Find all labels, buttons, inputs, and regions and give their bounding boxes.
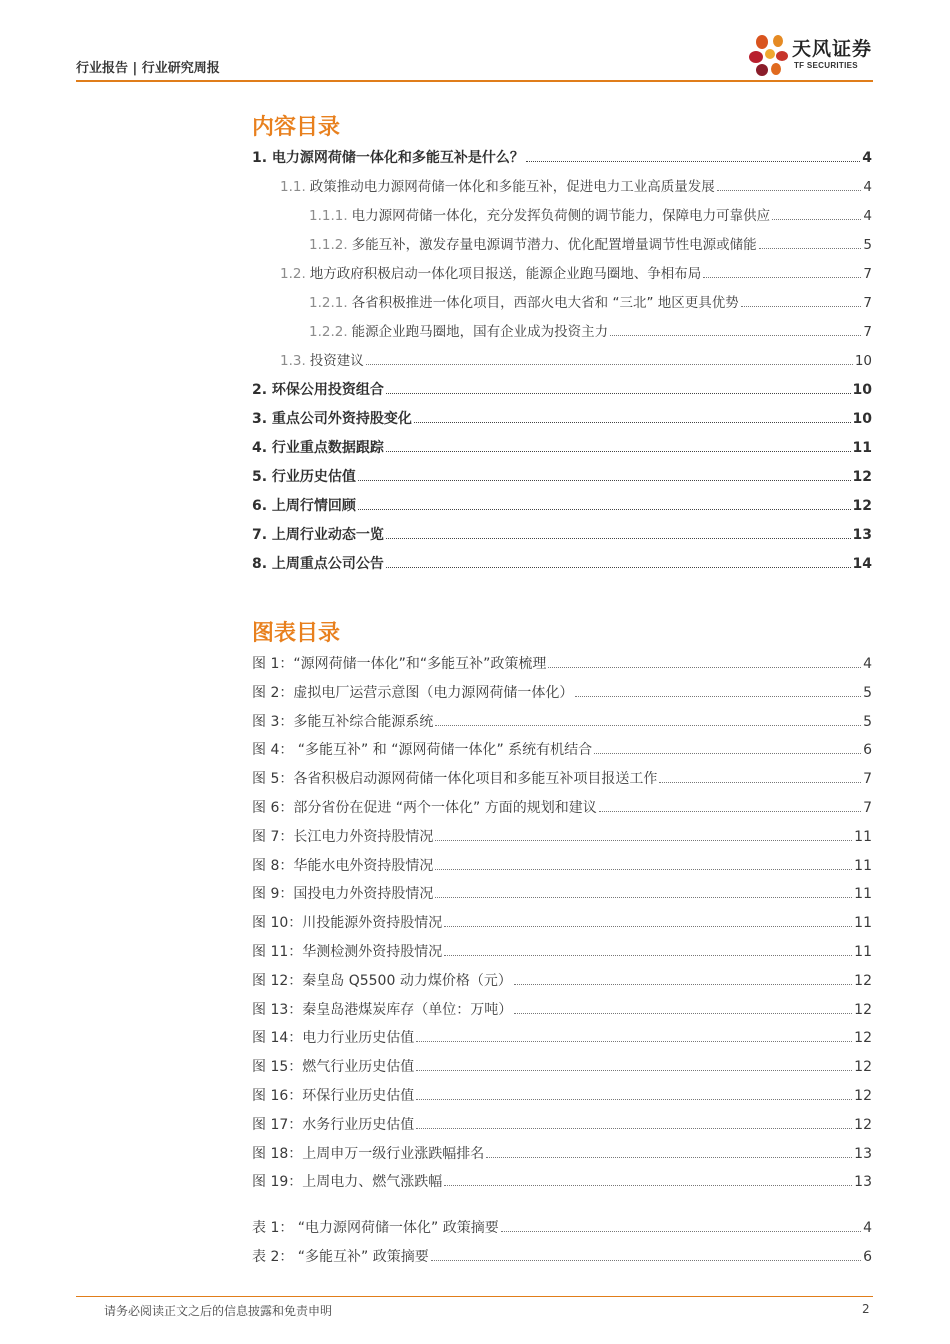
dot-leader <box>386 383 851 394</box>
toc-entry[interactable] <box>252 173 872 202</box>
toc-page: 12 <box>852 469 872 485</box>
company-logo <box>748 32 888 80</box>
dot-leader <box>526 151 860 162</box>
dot-leader <box>514 1003 852 1014</box>
toc-entry[interactable] <box>252 463 872 492</box>
figures-page: 5 <box>863 684 872 701</box>
dot-leader <box>358 499 851 510</box>
figures-label <box>252 823 433 852</box>
toc-label <box>309 318 608 347</box>
toc-label <box>309 289 739 318</box>
toc-text: 能源企业跑马圈地，国有企业成为投资主力 <box>351 324 609 340</box>
figures-entry[interactable] <box>252 679 872 708</box>
figures-text: 图 8：华能水电外资持股情况 <box>252 857 434 874</box>
dot-leader <box>431 1250 861 1261</box>
toc-number: 1.1.1. <box>309 208 348 224</box>
figures-label <box>252 679 573 708</box>
figures-entry[interactable] <box>252 1053 872 1082</box>
figures-text: 图 13：秦皇岛港煤炭库存（单位：万吨） <box>252 1001 513 1018</box>
figures-label <box>252 1111 414 1140</box>
dot-leader <box>548 657 861 668</box>
figures-page: 12 <box>854 1001 872 1018</box>
figures-label <box>252 650 546 679</box>
report-type-label: 行业报告 | 行业研究周报 <box>76 61 220 76</box>
toc-text: 各省积极推进一体化项目，西部火电大省和 “三北” 地区更具优势 <box>351 295 739 311</box>
dot-leader <box>599 801 861 812</box>
toc-label <box>252 376 384 405</box>
figures-text: 图 3：多能互补综合能源系统 <box>252 713 434 730</box>
toc-page: 10 <box>854 353 872 369</box>
toc-label <box>280 260 701 289</box>
toc-page: 5 <box>863 237 872 253</box>
tables-entry[interactable] <box>252 1214 872 1243</box>
toc-number: 1.2.1. <box>309 295 348 311</box>
toc-number: 1.3. <box>280 353 306 369</box>
logo-company-name: 天风证券 <box>792 38 873 60</box>
figures-page: 11 <box>854 915 872 932</box>
figures-entry[interactable] <box>252 794 872 823</box>
toc-entry[interactable] <box>252 405 872 434</box>
footer-disclaimer: 请务必阅读正文之后的信息披露和免责申明 <box>104 1304 333 1318</box>
figures-label <box>252 1024 414 1053</box>
toc-number: 1.1. <box>280 179 306 195</box>
figures-text: 图 7：长江电力外资持股情况 <box>252 828 434 845</box>
table-of-contents <box>252 144 872 579</box>
figures-text: 图 18：上周申万一级行业涨跌幅排名 <box>252 1145 485 1162</box>
figures-label <box>252 708 433 737</box>
figures-entry[interactable] <box>252 996 872 1025</box>
toc-label <box>252 405 412 434</box>
dot-leader <box>386 557 851 568</box>
figures-page: 12 <box>854 1087 872 1104</box>
figures-entry[interactable] <box>252 708 872 737</box>
figures-text: 图 2：虚拟电厂运营示意图（电力源网荷储一体化） <box>252 684 574 701</box>
toc-entry[interactable] <box>252 260 872 289</box>
toc-page: 7 <box>863 295 872 311</box>
toc-entry[interactable] <box>252 289 872 318</box>
tables-text: 表 2： “多能互补” 政策摘要 <box>252 1248 429 1265</box>
toc-number: 1.1.2. <box>309 237 348 253</box>
figures-label <box>252 996 512 1025</box>
toc-text: 政策推动电力源网荷储一体化和多能互补，促进电力工业高质量发展 <box>309 179 715 195</box>
tables-label <box>252 1214 499 1243</box>
figures-text: 图 19：上周电力、燃气涨跌幅 <box>252 1174 443 1191</box>
toc-text: 2. 环保公用投资组合 <box>252 382 384 398</box>
dot-leader <box>772 209 861 220</box>
toc-entry[interactable] <box>252 144 872 173</box>
toc-label <box>252 492 356 521</box>
dot-leader <box>659 772 861 783</box>
flower-logo-icon <box>748 32 792 80</box>
figures-label <box>252 909 442 938</box>
toc-label <box>280 347 364 376</box>
toc-page: 10 <box>852 382 872 398</box>
dot-leader <box>435 715 861 726</box>
figures-text: 图 14：电力行业历史估值 <box>252 1030 415 1047</box>
toc-page: 7 <box>863 266 872 282</box>
header-divider <box>76 80 873 82</box>
toc-entry[interactable] <box>252 376 872 405</box>
dot-leader <box>610 325 861 336</box>
figures-text: 图 17：水务行业历史估值 <box>252 1116 415 1133</box>
toc-text: 4. 行业重点数据跟踪 <box>252 440 384 456</box>
figures-entry[interactable] <box>252 880 872 909</box>
toc-number: 1.2. <box>280 266 306 282</box>
figures-entry[interactable] <box>252 1082 872 1111</box>
dot-leader <box>416 1060 852 1071</box>
figures-text: 图 9：国投电力外资持股情况 <box>252 886 434 903</box>
toc-label <box>252 144 524 173</box>
figures-page: 5 <box>863 713 872 730</box>
figures-label <box>252 736 592 765</box>
toc-label <box>309 202 770 231</box>
dot-leader <box>759 238 862 249</box>
dot-leader <box>416 1031 852 1042</box>
figures-label <box>252 967 512 996</box>
figures-page: 7 <box>863 771 872 788</box>
figures-entry[interactable] <box>252 1168 872 1197</box>
dot-leader <box>416 1118 852 1129</box>
figures-entry[interactable] <box>252 736 872 765</box>
figures-page: 6 <box>863 742 872 759</box>
toc-text: 6. 上周行情回顾 <box>252 498 356 514</box>
tables-page: 6 <box>863 1248 872 1265</box>
dot-leader <box>366 354 853 365</box>
figures-text: 图 12：秦皇岛 Q5500 动力煤价格（元） <box>252 972 512 989</box>
figures-entry[interactable] <box>252 765 872 794</box>
toc-page: 4 <box>862 150 872 166</box>
toc-entry[interactable] <box>252 521 872 550</box>
dot-leader <box>435 830 852 841</box>
figures-text: 图 16：环保行业历史估值 <box>252 1087 415 1104</box>
toc-text: 3. 重点公司外资持股变化 <box>252 411 412 427</box>
figures-page: 12 <box>854 1030 872 1047</box>
tables-page: 4 <box>863 1220 872 1236</box>
figures-page: 11 <box>854 828 872 845</box>
figures-text: 图 11：华测检测外资持股情况 <box>252 943 443 960</box>
figures-page: 11 <box>854 943 872 960</box>
table-list <box>252 1214 872 1272</box>
tables-label <box>252 1243 429 1272</box>
toc-label <box>252 463 356 492</box>
toc-title: 内容目录 <box>252 115 341 140</box>
figures-label <box>252 880 433 909</box>
toc-entry[interactable] <box>252 492 872 521</box>
dot-leader <box>435 887 852 898</box>
figures-page: 7 <box>863 799 872 816</box>
figures-entry[interactable] <box>252 1140 872 1169</box>
figures-entry[interactable] <box>252 650 872 679</box>
figures-entry[interactable] <box>252 823 872 852</box>
dot-leader <box>486 1147 852 1158</box>
toc-entry[interactable] <box>252 231 872 260</box>
toc-label <box>252 550 384 579</box>
dot-leader <box>575 686 861 697</box>
figures-page: 12 <box>854 1059 872 1076</box>
figures-text: 图 4： “多能互补” 和 “源网荷储一体化” 系统有机结合 <box>252 742 593 759</box>
figures-label <box>252 794 597 823</box>
toc-entry[interactable] <box>252 434 872 463</box>
toc-text: 8. 上周重点公司公告 <box>252 556 384 572</box>
figures-text: 图 15：燃气行业历史估值 <box>252 1059 415 1076</box>
toc-text: 电力源网荷储一体化，充分发挥负荷侧的调节能力，保障电力可靠供应 <box>351 208 771 224</box>
dot-leader <box>358 470 851 481</box>
toc-label <box>309 231 757 260</box>
figures-entry[interactable] <box>252 852 872 881</box>
toc-page: 4 <box>863 179 872 195</box>
dot-leader <box>501 1221 861 1232</box>
footer-divider <box>76 1296 873 1297</box>
toc-text: 7. 上周行业动态一览 <box>252 527 384 543</box>
figures-page: 13 <box>854 1174 872 1191</box>
toc-entry[interactable] <box>252 550 872 579</box>
figures-label <box>252 1082 414 1111</box>
figures-text: 图 1：“源网荷储一体化”和“多能互补”政策梳理 <box>252 656 547 672</box>
dot-leader <box>386 441 851 452</box>
figures-entry[interactable] <box>252 1024 872 1053</box>
toc-entry[interactable] <box>252 202 872 231</box>
dot-leader <box>703 267 861 278</box>
toc-page: 13 <box>852 527 872 543</box>
figures-label <box>252 1053 414 1082</box>
figure-list <box>252 650 872 1197</box>
dot-leader <box>416 1089 852 1100</box>
dot-leader <box>514 974 852 985</box>
figures-text: 图 10：川投能源外资持股情况 <box>252 915 443 932</box>
toc-entry[interactable] <box>252 318 872 347</box>
logo-english-name: TF SECURITIES <box>794 61 858 70</box>
dot-leader <box>414 412 851 423</box>
toc-page: 12 <box>852 498 872 514</box>
figures-text: 图 6：部分省份在促进 “两个一体化” 方面的规划和建议 <box>252 799 597 816</box>
tables-text: 表 1： “电力源网荷储一体化” 政策摘要 <box>252 1220 499 1236</box>
dot-leader <box>444 945 852 956</box>
dot-leader <box>717 180 862 191</box>
figures-page: 11 <box>854 886 872 903</box>
toc-page: 11 <box>852 440 872 456</box>
figures-label <box>252 765 657 794</box>
figures-page: 13 <box>854 1145 872 1162</box>
figures-entry[interactable] <box>252 938 872 967</box>
dot-leader <box>435 859 852 870</box>
toc-label <box>252 434 384 463</box>
figures-label <box>252 938 442 967</box>
dot-leader <box>741 296 862 307</box>
figures-label <box>252 852 433 881</box>
figures-page: 11 <box>854 857 872 874</box>
toc-number: 1.2.2. <box>309 324 348 340</box>
toc-label <box>252 521 384 550</box>
toc-entry[interactable] <box>252 347 872 376</box>
toc-text: 多能互补，激发存量电源调节潜力、优化配置增量调节性电源或储能 <box>351 237 757 253</box>
tables-entry[interactable] <box>252 1243 872 1272</box>
dot-leader <box>594 743 861 754</box>
toc-page: 4 <box>863 208 872 224</box>
figures-label <box>252 1168 442 1197</box>
figures-page: 4 <box>863 656 872 672</box>
figures-entry[interactable] <box>252 909 872 938</box>
toc-text: 5. 行业历史估值 <box>252 469 356 485</box>
dot-leader <box>386 528 851 539</box>
toc-text: 1. 电力源网荷储一体化和多能互补是什么？ <box>252 150 524 166</box>
toc-text: 投资建议 <box>309 353 364 369</box>
toc-text: 地方政府积极启动一体化项目报送，能源企业跑马圈地、争相布局 <box>309 266 702 282</box>
figures-page: 12 <box>854 1116 872 1133</box>
dot-leader <box>444 916 852 927</box>
figures-page: 12 <box>854 972 872 989</box>
toc-page: 7 <box>863 324 872 340</box>
figures-text: 图 5：各省积极启动源网荷储一体化项目和多能互补项目报送工作 <box>252 771 658 788</box>
figures-entry[interactable] <box>252 967 872 996</box>
figures-title: 图表目录 <box>252 621 341 646</box>
figures-label <box>252 1140 484 1169</box>
toc-label <box>280 173 715 202</box>
toc-page: 14 <box>852 556 872 572</box>
dot-leader <box>444 1175 852 1186</box>
figures-entry[interactable] <box>252 1111 872 1140</box>
toc-page: 10 <box>852 411 872 427</box>
page-number: 2 <box>862 1302 870 1316</box>
